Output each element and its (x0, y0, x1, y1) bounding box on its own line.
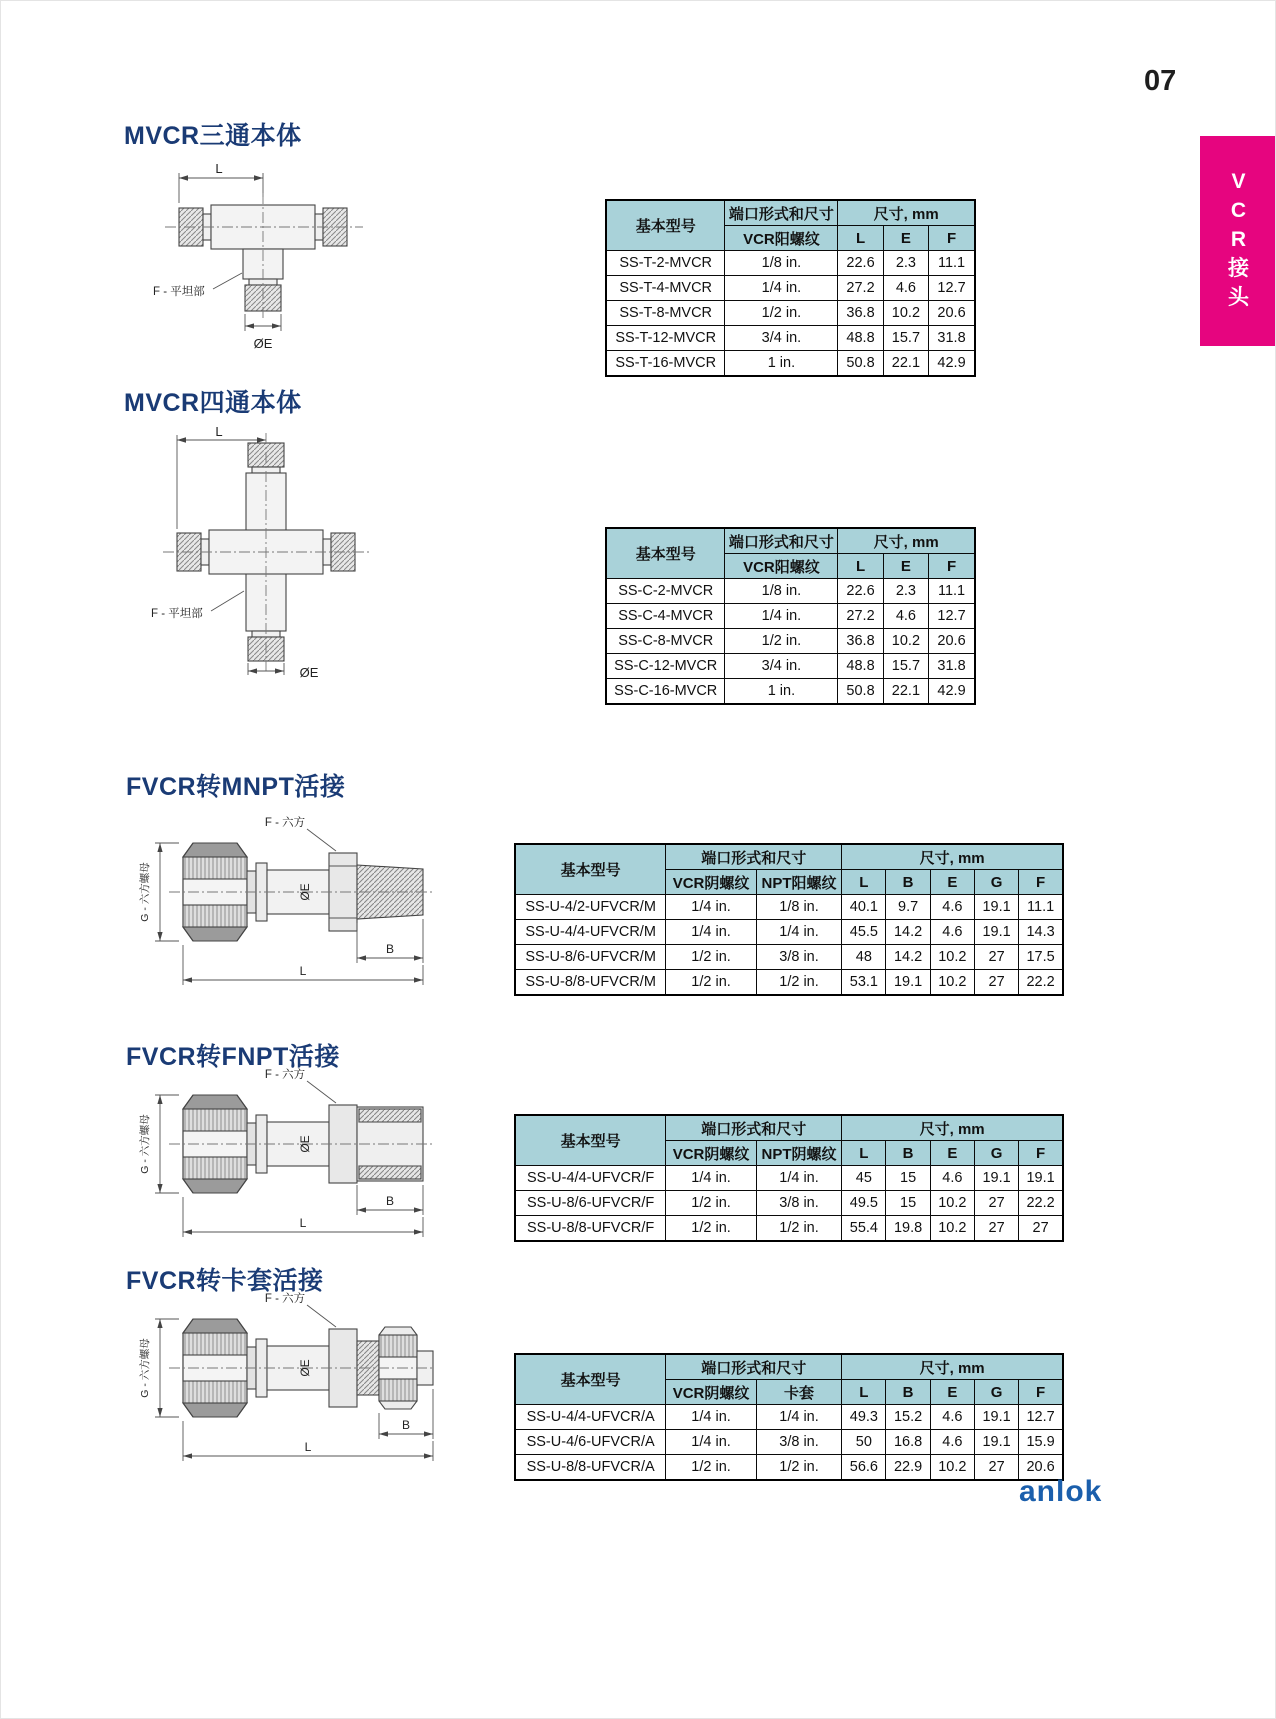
value-cell: 31.8 (929, 326, 975, 351)
model-cell: SS-U-4/4-UFVCR/A (515, 1405, 666, 1430)
dim-label-length: L (299, 1216, 307, 1230)
value-cell: 11.1 (929, 579, 975, 604)
dimension-column-header: B (886, 1380, 930, 1405)
value-cell: 10.2 (930, 970, 974, 996)
value-cell: 19.8 (886, 1216, 930, 1242)
dimension-column-header: F (929, 554, 975, 579)
port-group-header: 端口形式和尺寸 (666, 844, 842, 870)
value-cell: 36.8 (838, 629, 883, 654)
value-cell: 3/8 in. (756, 1191, 841, 1216)
value-cell: 1/2 in. (725, 629, 838, 654)
dimension-column-header: E (883, 226, 928, 251)
value-cell: 1/4 in. (756, 1405, 841, 1430)
port-column-header: NPT阴螺纹 (756, 1141, 841, 1166)
value-cell: 17.5 (1019, 945, 1063, 970)
port-column-header: VCR阳螺纹 (725, 226, 838, 251)
model-cell: SS-C-16-MVCR (606, 679, 725, 705)
model-column-header: 基本型号 (515, 1115, 666, 1166)
section-title-cross: MVCR四通本体 (124, 389, 302, 417)
table-row (606, 629, 975, 654)
value-cell: 27.2 (838, 276, 883, 301)
model-cell: SS-T-4-MVCR (606, 276, 725, 301)
value-cell: 1/4 in. (666, 895, 756, 920)
dimension-group-header: 尺寸, mm (842, 844, 1063, 870)
value-cell: 14.2 (886, 945, 930, 970)
value-cell: 2.3 (883, 251, 928, 276)
value-cell: 3/8 in. (756, 945, 841, 970)
value-cell: 50 (842, 1430, 886, 1455)
value-cell: 48 (842, 945, 886, 970)
value-cell: 53.1 (842, 970, 886, 996)
value-cell: 19.1 (1019, 1166, 1063, 1191)
model-cell: SS-U-4/4-UFVCR/M (515, 920, 666, 945)
dim-label-b: B (385, 1194, 395, 1208)
port-group-header: 端口形式和尺寸 (725, 528, 838, 554)
value-cell: 10.2 (930, 1216, 974, 1242)
value-cell: 1 in. (725, 679, 838, 705)
dimension-column-header: G (974, 1141, 1018, 1166)
tab-letter: 头 (1228, 286, 1249, 310)
dimension-column-header: F (1019, 1380, 1063, 1405)
spec-table (514, 843, 1064, 996)
cross-drawing (149, 425, 384, 685)
value-cell: 10.2 (883, 629, 928, 654)
value-cell: 45 (842, 1166, 886, 1191)
value-cell: 27.2 (838, 604, 883, 629)
value-cell: 1/8 in. (725, 251, 838, 276)
value-cell: 20.6 (929, 629, 975, 654)
table-row (606, 679, 975, 705)
dimension-column-header: B (886, 870, 930, 895)
value-cell: 10.2 (883, 301, 928, 326)
value-cell: 1/2 in. (756, 1216, 841, 1242)
model-cell: SS-U-4/6-UFVCR/A (515, 1430, 666, 1455)
value-cell: 27 (974, 970, 1018, 996)
value-cell: 4.6 (883, 276, 928, 301)
model-cell: SS-U-4/4-UFVCR/F (515, 1166, 666, 1191)
spec-table (605, 199, 976, 377)
fvcr-mnpt-drawing (139, 813, 439, 1003)
value-cell: 11.1 (929, 251, 975, 276)
table-row (606, 654, 975, 679)
value-cell: 31.8 (929, 654, 975, 679)
table-row (606, 251, 975, 276)
value-cell: 3/8 in. (756, 1430, 841, 1455)
model-cell: SS-T-16-MVCR (606, 351, 725, 377)
dimension-column-header: G (974, 1380, 1018, 1405)
diameter-label: ØE (253, 336, 273, 351)
spec-table (605, 527, 976, 705)
table-row (515, 1191, 1063, 1216)
value-cell: 15.9 (1019, 1430, 1063, 1455)
port-column-header: NPT阳螺纹 (756, 870, 841, 895)
port-column-header: 卡套 (756, 1380, 841, 1405)
dimension-column-header: B (886, 1141, 930, 1166)
fvcr-fnpt-drawing (139, 1065, 439, 1255)
dimension-column-header: L (842, 1141, 886, 1166)
dim-label-length: L (215, 425, 223, 439)
value-cell: 20.6 (929, 301, 975, 326)
value-cell: 1/4 in. (725, 276, 838, 301)
dim-label-length: L (304, 1440, 312, 1454)
value-cell: 36.8 (838, 301, 883, 326)
value-cell: 50.8 (838, 679, 883, 705)
dimension-column-header: G (974, 870, 1018, 895)
value-cell: 1/4 in. (666, 1405, 756, 1430)
port-group-header: 端口形式和尺寸 (725, 200, 838, 226)
value-cell: 48.8 (838, 654, 883, 679)
dimension-column-header: F (929, 226, 975, 251)
value-cell: 1/2 in. (666, 945, 756, 970)
value-cell: 27 (1019, 1216, 1063, 1242)
diameter-label: ØE (298, 1359, 312, 1377)
value-cell: 3/4 in. (725, 654, 838, 679)
value-cell: 14.3 (1019, 920, 1063, 945)
dim-label-length: L (299, 964, 307, 978)
table-row (515, 1430, 1063, 1455)
value-cell: 1/4 in. (666, 920, 756, 945)
value-cell: 15 (886, 1191, 930, 1216)
diameter-label: ØE (299, 665, 319, 680)
value-cell: 27 (974, 1455, 1018, 1481)
value-cell: 4.6 (883, 604, 928, 629)
value-cell: 12.7 (1019, 1405, 1063, 1430)
value-cell: 15.7 (883, 326, 928, 351)
value-cell: 1/2 in. (666, 1191, 756, 1216)
table-row (515, 945, 1063, 970)
table-row (606, 604, 975, 629)
dim-label-length: L (215, 161, 223, 176)
value-cell: 15.2 (886, 1405, 930, 1430)
value-cell: 1/8 in. (756, 895, 841, 920)
table-row (606, 326, 975, 351)
table-row (606, 301, 975, 326)
value-cell: 27 (974, 945, 1018, 970)
value-cell: 1/4 in. (756, 1166, 841, 1191)
flat-label: F - 平坦部 (153, 286, 205, 298)
value-cell: 10.2 (930, 1191, 974, 1216)
dimension-group-header: 尺寸, mm (842, 1354, 1063, 1380)
value-cell: 20.6 (1019, 1455, 1063, 1481)
value-cell: 49.3 (842, 1405, 886, 1430)
dimension-column-header: L (838, 226, 883, 251)
table-row (606, 276, 975, 301)
dimension-column-header: L (838, 554, 883, 579)
value-cell: 16.8 (886, 1430, 930, 1455)
dimension-column-header: E (930, 1141, 974, 1166)
flat-label: F - 平坦部 (151, 608, 203, 620)
value-cell: 11.1 (1019, 895, 1063, 920)
section-title-tee: MVCR三通本体 (124, 122, 302, 150)
model-column-header: 基本型号 (515, 844, 666, 895)
value-cell: 56.6 (842, 1455, 886, 1481)
value-cell: 1/2 in. (666, 1216, 756, 1242)
cross-table-container (605, 527, 976, 705)
fnpt-union-table-container (514, 1114, 1064, 1242)
tab-letter: C (1230, 199, 1247, 223)
value-cell: 40.1 (842, 895, 886, 920)
value-cell: 22.1 (883, 351, 928, 377)
model-cell: SS-C-4-MVCR (606, 604, 725, 629)
diameter-label: ØE (298, 1135, 312, 1153)
dimension-group-header: 尺寸, mm (838, 200, 975, 226)
model-cell: SS-U-8/8-UFVCR/F (515, 1216, 666, 1242)
table-row (515, 970, 1063, 996)
model-cell: SS-T-8-MVCR (606, 301, 725, 326)
value-cell: 1/2 in. (666, 970, 756, 996)
port-column-header: VCR阴螺纹 (666, 870, 756, 895)
hex-nut-label: G - 六方螺母 (139, 1114, 151, 1174)
table-row (515, 1455, 1063, 1481)
model-cell: SS-U-8/8-UFVCR/M (515, 970, 666, 996)
value-cell: 45.5 (842, 920, 886, 945)
value-cell: 9.7 (886, 895, 930, 920)
value-cell: 4.6 (930, 920, 974, 945)
table-row (515, 1166, 1063, 1191)
model-column-header: 基本型号 (606, 528, 725, 579)
hex-label: F - 六方 (264, 817, 306, 829)
value-cell: 2.3 (883, 579, 928, 604)
model-cell: SS-U-4/2-UFVCR/M (515, 895, 666, 920)
table-row (515, 920, 1063, 945)
port-column-header: VCR阴螺纹 (666, 1141, 756, 1166)
model-cell: SS-T-2-MVCR (606, 251, 725, 276)
table-row (515, 1216, 1063, 1242)
section-title-mnpt-union: FVCR转MNPT活接 (126, 773, 346, 801)
port-group-header: 端口形式和尺寸 (666, 1354, 842, 1380)
value-cell: 42.9 (929, 679, 975, 705)
value-cell: 4.6 (930, 1166, 974, 1191)
model-cell: SS-C-2-MVCR (606, 579, 725, 604)
model-cell: SS-T-12-MVCR (606, 326, 725, 351)
value-cell: 4.6 (930, 895, 974, 920)
dimension-column-header: F (1019, 1141, 1063, 1166)
value-cell: 1/2 in. (725, 301, 838, 326)
hex-label: F - 六方 (264, 1069, 306, 1081)
tab-letter: R (1230, 228, 1247, 252)
model-column-header: 基本型号 (515, 1354, 666, 1405)
model-cell: SS-U-8/6-UFVCR/F (515, 1191, 666, 1216)
value-cell: 19.1 (974, 895, 1018, 920)
value-cell: 4.6 (930, 1405, 974, 1430)
value-cell: 15.7 (883, 654, 928, 679)
value-cell: 1/4 in. (725, 604, 838, 629)
value-cell: 19.1 (886, 970, 930, 996)
value-cell: 1/4 in. (666, 1430, 756, 1455)
value-cell: 49.5 (842, 1191, 886, 1216)
value-cell: 27 (974, 1216, 1018, 1242)
port-column-header: VCR阳螺纹 (725, 554, 838, 579)
spec-table (514, 1353, 1064, 1481)
value-cell: 19.1 (974, 1430, 1018, 1455)
table-row (515, 1405, 1063, 1430)
dimension-column-header: E (883, 554, 928, 579)
value-cell: 22.2 (1019, 970, 1063, 996)
port-column-header: VCR阴螺纹 (666, 1380, 756, 1405)
hex-nut-label: G - 六方螺母 (139, 862, 151, 922)
tee-drawing (151, 161, 376, 357)
dim-label-b: B (401, 1418, 411, 1432)
value-cell: 19.1 (974, 920, 1018, 945)
table-row (606, 351, 975, 377)
value-cell: 10.2 (930, 1455, 974, 1481)
value-cell: 1/2 in. (666, 1455, 756, 1481)
value-cell: 19.1 (974, 1166, 1018, 1191)
diameter-label: ØE (298, 883, 312, 901)
model-cell: SS-U-8/8-UFVCR/A (515, 1455, 666, 1481)
value-cell: 50.8 (838, 351, 883, 377)
spec-table (514, 1114, 1064, 1242)
tee-table-container (605, 199, 976, 377)
tab-letter: V (1231, 170, 1246, 193)
dimension-column-header: E (930, 1380, 974, 1405)
value-cell: 48.8 (838, 326, 883, 351)
hex-label: F - 六方 (264, 1293, 306, 1305)
value-cell: 1 in. (725, 351, 838, 377)
section-title-tube-union: FVCR转卡套活接 (126, 1267, 324, 1295)
dim-label-b: B (385, 942, 395, 956)
value-cell: 22.2 (1019, 1191, 1063, 1216)
mnpt-union-table-container (514, 843, 1064, 996)
value-cell: 1/2 in. (756, 970, 841, 996)
model-cell: SS-U-8/6-UFVCR/M (515, 945, 666, 970)
value-cell: 19.1 (974, 1405, 1018, 1430)
vcr-side-tab (1200, 136, 1276, 346)
section-title-fnpt-union: FVCR转FNPT活接 (126, 1043, 340, 1071)
fvcr-tube-drawing (139, 1289, 439, 1479)
dimension-column-header: F (1019, 870, 1063, 895)
anlok-logo: anlok (1019, 1475, 1103, 1508)
value-cell: 1/4 in. (666, 1166, 756, 1191)
dimension-group-header: 尺寸, mm (842, 1115, 1063, 1141)
value-cell: 27 (974, 1191, 1018, 1216)
model-column-header: 基本型号 (606, 200, 725, 251)
value-cell: 1/8 in. (725, 579, 838, 604)
model-cell: SS-C-8-MVCR (606, 629, 725, 654)
value-cell: 22.9 (886, 1455, 930, 1481)
table-row (606, 579, 975, 604)
table-row (515, 895, 1063, 920)
page-number: 07 (1144, 65, 1177, 97)
value-cell: 15 (886, 1166, 930, 1191)
value-cell: 42.9 (929, 351, 975, 377)
value-cell: 22.1 (883, 679, 928, 705)
port-group-header: 端口形式和尺寸 (666, 1115, 842, 1141)
value-cell: 55.4 (842, 1216, 886, 1242)
value-cell: 3/4 in. (725, 326, 838, 351)
dimension-column-header: L (842, 870, 886, 895)
tube-union-table-container (514, 1353, 1064, 1481)
value-cell: 14.2 (886, 920, 930, 945)
value-cell: 1/4 in. (756, 920, 841, 945)
dimension-group-header: 尺寸, mm (838, 528, 975, 554)
hex-nut-label: G - 六方螺母 (139, 1338, 151, 1398)
value-cell: 4.6 (930, 1430, 974, 1455)
dimension-column-header: E (930, 870, 974, 895)
value-cell: 12.7 (929, 604, 975, 629)
value-cell: 10.2 (930, 945, 974, 970)
value-cell: 22.6 (838, 251, 883, 276)
value-cell: 1/2 in. (756, 1455, 841, 1481)
dimension-column-header: L (842, 1380, 886, 1405)
tab-letter: 接 (1228, 257, 1249, 281)
value-cell: 12.7 (929, 276, 975, 301)
model-cell: SS-C-12-MVCR (606, 654, 725, 679)
value-cell: 22.6 (838, 579, 883, 604)
